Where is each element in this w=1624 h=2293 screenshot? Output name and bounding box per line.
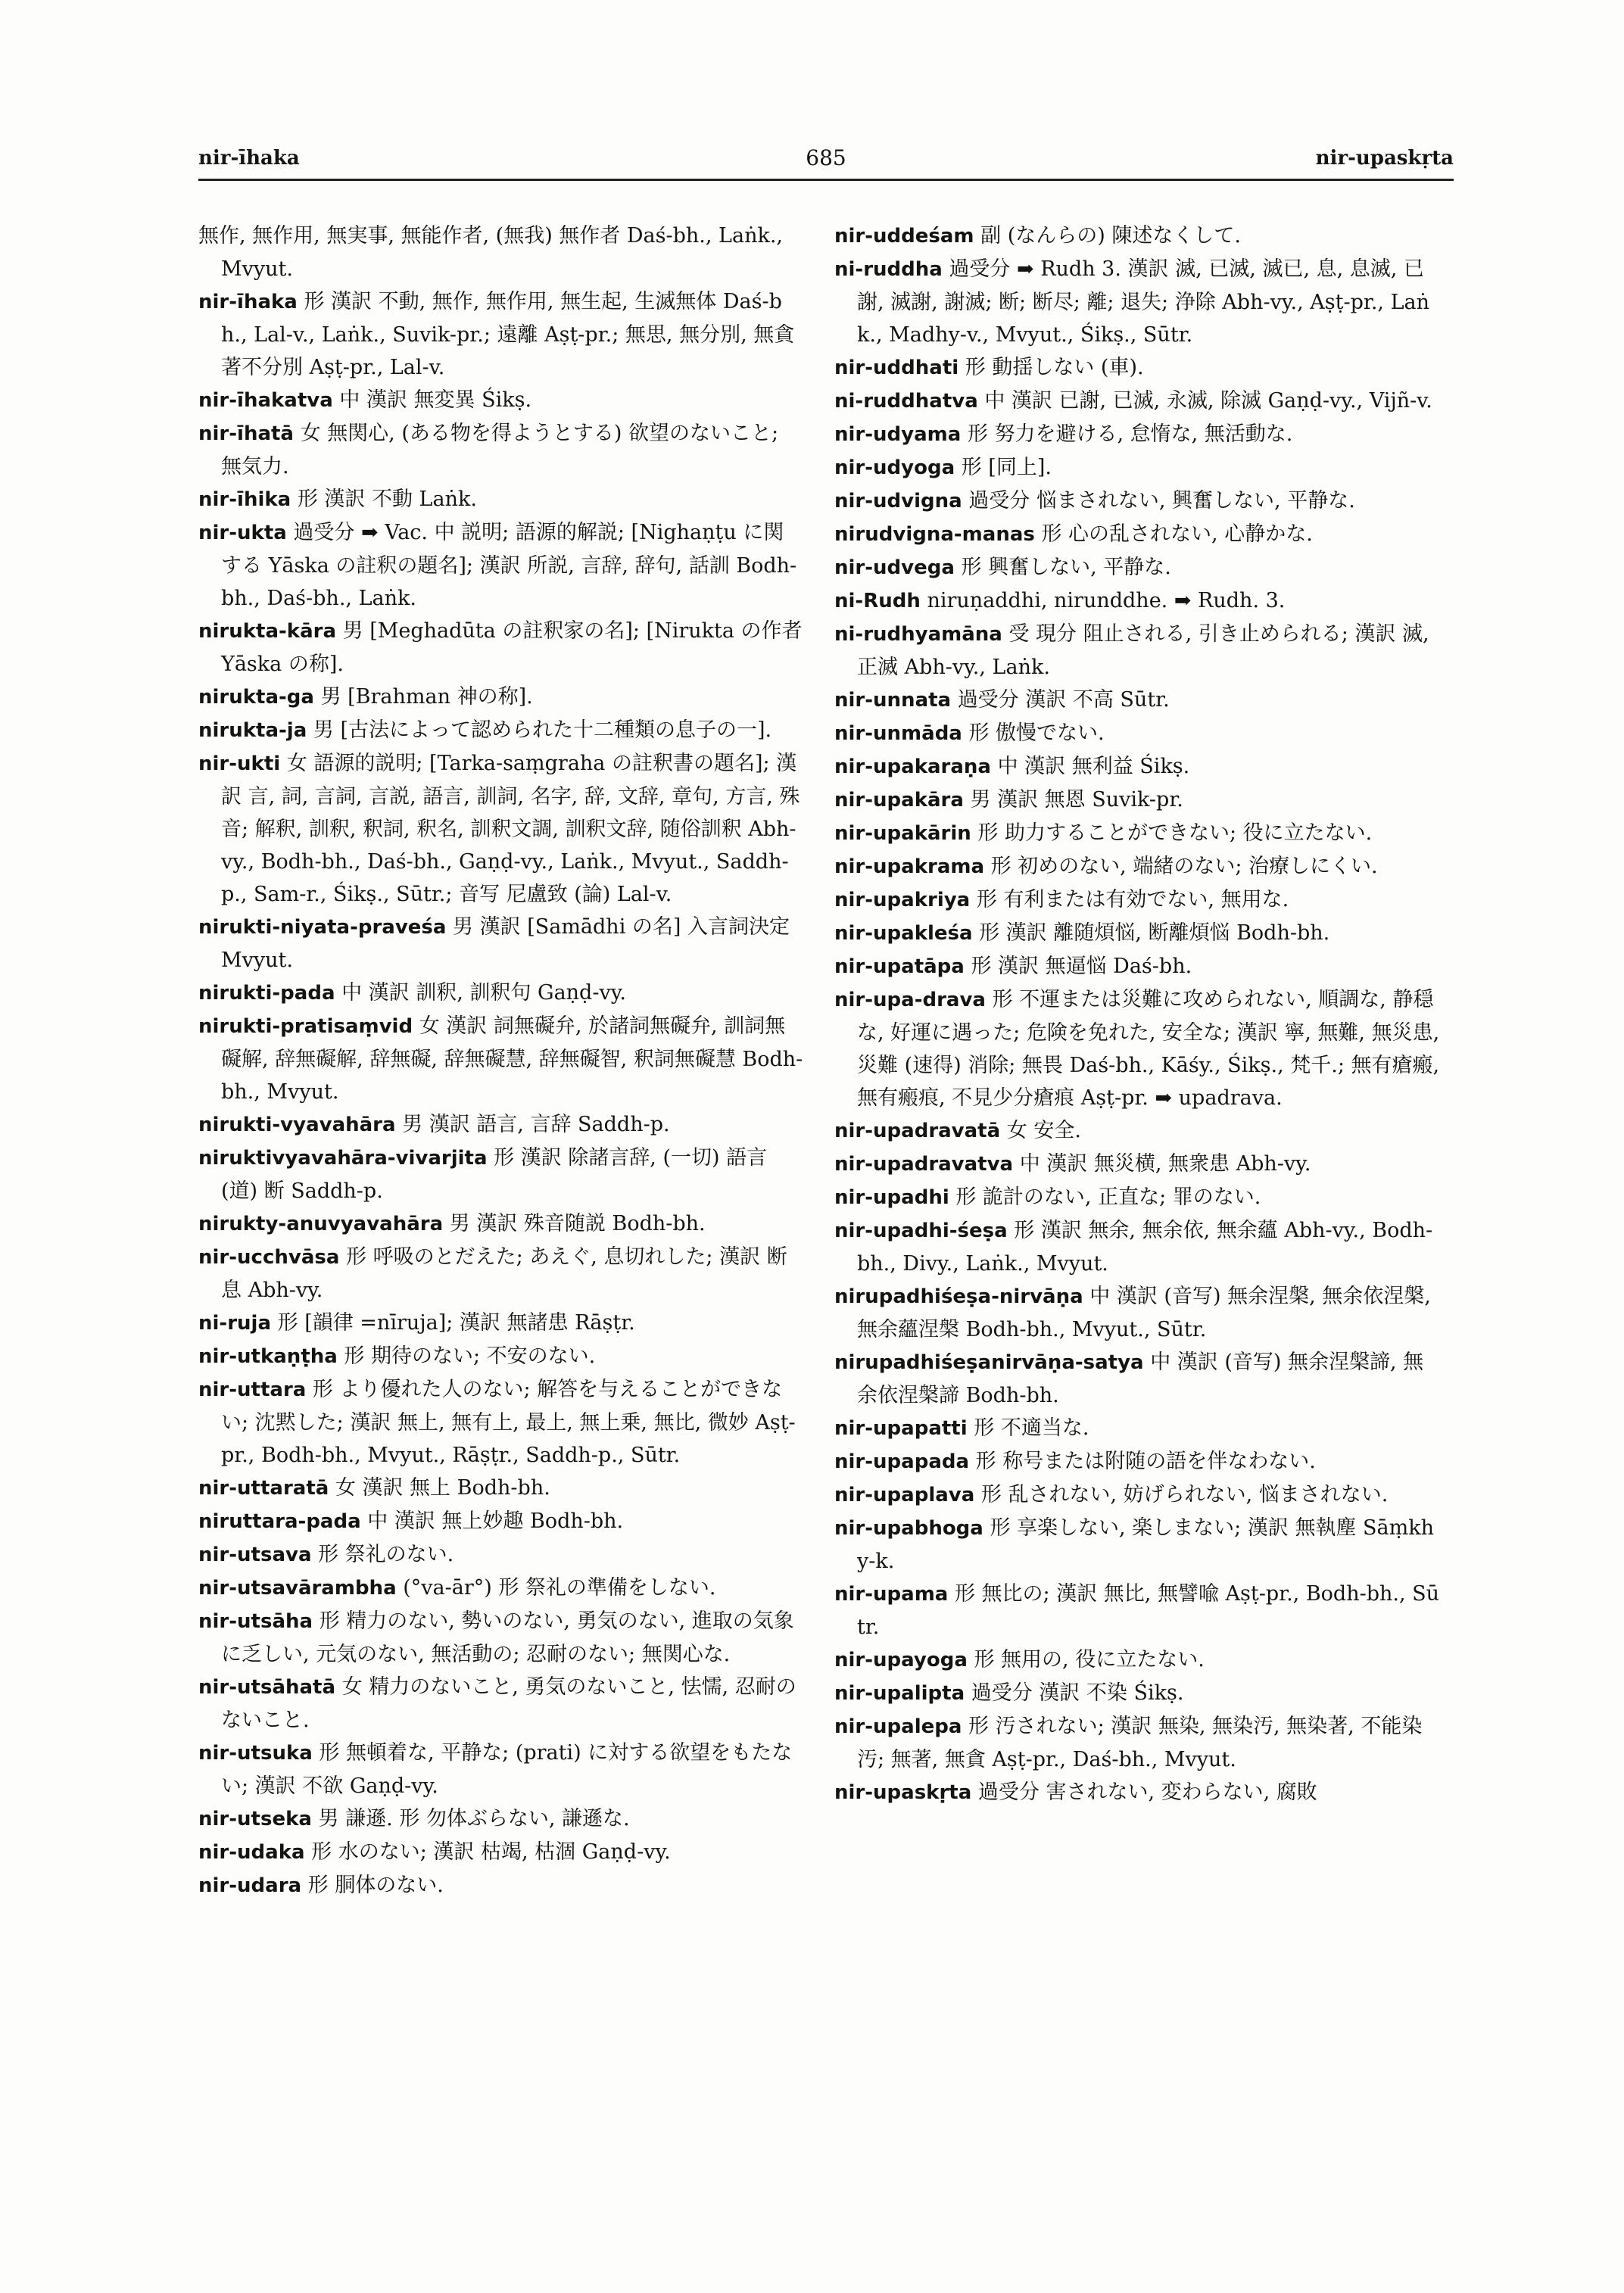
dictionary-entry — [834, 1346, 1440, 1412]
definition: 形 不適当な. — [974, 1416, 1089, 1440]
definition: 形 より優れた人のない; 解答を与えることができない; 沈黙した; 漢訳 無上, 無有上, 最上, 無上乗, 無比, 微妙 Aṣṭ-pr., Bodh-bh., Mvyut., Rāṣṭr., Saddh-p., Sūtr. — [221, 1378, 796, 1467]
definition: 男 [古法によって認められた十二種類の息子の一]. — [313, 718, 772, 742]
dictionary-entry — [834, 950, 1440, 983]
headword: nirukta-ga — [198, 686, 314, 709]
definition: 形 傲慢でない. — [968, 721, 1105, 745]
headword: nir-utsāha — [198, 1610, 313, 1633]
definition: 形 称号または附随の語を伴なわない. — [975, 1450, 1316, 1473]
definition: 形 努力を避ける, 怠惰な, 無活動な. — [967, 422, 1293, 446]
headword: nir-upabhoga — [834, 1517, 983, 1540]
headword: nir-upa-drava — [834, 989, 986, 1011]
definition: 過受分 ➡ Rudh 3. 漢訳 滅, 已滅, 滅已, 息, 息滅, 已謝, 滅謝, 謝滅; 断; 断尽; 離; 退失; 浄除 Abh-vy., Aṣṭ-pr., Laṅk., Madhy-v., Mvyut., Śikṣ., Sūtr. — [857, 257, 1429, 347]
dictionary-entry — [834, 618, 1440, 684]
dictionary-entry — [834, 784, 1440, 817]
definition: 中 漢訳 無利益 Śikṣ. — [997, 755, 1190, 778]
definition: 形 無比の; 漢訳 無比, 無譬喩 Aṣṭ-pr., Bodh-bh., Sūtr. — [857, 1582, 1440, 1639]
dictionary-entry — [834, 1181, 1440, 1214]
headword: nir-īhika — [198, 488, 291, 511]
dictionary-entry — [834, 983, 1440, 1114]
definition: 男 漢訳 殊音随説 Bodh-bh. — [449, 1212, 706, 1235]
dictionary-entry — [834, 917, 1440, 950]
headword: nir-utseka — [198, 1808, 312, 1830]
dictionary-entry — [834, 518, 1440, 551]
definition: 形 興奮しない, 平静な. — [961, 556, 1171, 579]
headword: nir-udyama — [834, 423, 962, 446]
dictionary-entry — [834, 1412, 1440, 1445]
headword: nir-īhatā — [198, 422, 294, 445]
headword: nir-ukta — [198, 522, 287, 544]
definition: 過受分 害されない, 変わらない, 腐敗 — [977, 1781, 1317, 1804]
dictionary-entry — [198, 285, 804, 384]
headword: nir-upaskṛta — [834, 1781, 972, 1804]
dictionary-entry — [834, 684, 1440, 717]
dictionary-entry — [834, 584, 1440, 618]
dictionary-entry — [198, 1207, 804, 1241]
definition: 男 謙遜. 形 勿体ぶらない, 謙遜な. — [318, 1807, 630, 1830]
definition: 中 漢訳 (音写) 無余涅槃, 無余依涅槃, 無余蘊涅槃 Bodh-bh., Mvyut., Sūtr. — [857, 1285, 1431, 1341]
dictionary-entry — [198, 1836, 804, 1869]
headword: nir-upatāpa — [834, 955, 965, 978]
headword: ni-ruddhatva — [834, 390, 978, 413]
definition: 形 無頓着な, 平静な; (prati) に対する欲望をもたない; 漢訳 不欲 Gaṇḍ-vy. — [221, 1741, 793, 1798]
dictionary-entry — [198, 615, 804, 681]
headword: nir-utsuka — [198, 1742, 313, 1765]
definition: 形 胴体のない. — [307, 1874, 444, 1897]
page-number: 685 — [806, 145, 846, 170]
headword: nirukti-pada — [198, 982, 335, 1005]
headword: nir-uttara — [198, 1379, 307, 1401]
definition: 中 漢訳 (音写) 無余涅槃諦, 無余依涅槃諦 Bodh-bh. — [857, 1351, 1424, 1407]
dictionary-entry — [834, 817, 1440, 850]
headword: nir-upaplava — [834, 1484, 975, 1506]
dictionary-entry — [198, 1307, 804, 1340]
headword: nir-upadhi-śeṣa — [834, 1220, 1008, 1242]
dictionary-entry — [198, 977, 804, 1010]
headword: nirukta-kāra — [198, 620, 337, 643]
headword: niruttara-pada — [198, 1510, 361, 1533]
definition: 形 祭礼のない. — [318, 1543, 454, 1566]
headword: nir-upakriya — [834, 889, 971, 911]
dictionary-entry — [834, 451, 1440, 484]
dictionary-entry — [198, 714, 804, 747]
headword: nirukti-vyavahāra — [198, 1114, 396, 1136]
definition: 過受分 悩まされない, 興奮しない, 平静な. — [968, 489, 1355, 512]
dictionary-entry — [198, 1142, 804, 1207]
definition: 形 享楽しない, 楽しまない; 漢訳 無執塵 Sāṃkhy-k. — [857, 1516, 1434, 1573]
dictionary-entry — [834, 418, 1440, 451]
headword: nir-upalepa — [834, 1715, 962, 1738]
dictionary-entry — [834, 1776, 1440, 1809]
definition: 男 漢訳 [Samādhi の名] 入言詞決定 Mvyut. — [221, 915, 790, 972]
right-column — [834, 220, 1440, 1809]
headword: nir-upama — [834, 1583, 949, 1606]
definition: 形 不運または災難に攻められない, 順調な, 静穏な, 好運に遇った; 危険を免れた, 安全な; 漢訳 寧, 無難, 無災患, 災難 (速得) 消除; 無畏 Daś-bh., Kāśy., Śikṣ., 梵千.; 無有瘡瘢, 無有瘢痕, 不見少分瘡痕 Aṣṭ-pr. ➡ upadrava. — [857, 988, 1440, 1110]
definition: 形 漢訳 除諸言辞, (一切) 語言 (道) 断 Saddh-p. — [221, 1146, 768, 1203]
dictionary-entry — [834, 1512, 1440, 1578]
dictionary-entry — [198, 1802, 804, 1836]
headword: niruktivyavahāra-vivarjita — [198, 1147, 488, 1170]
dictionary-entry — [198, 1373, 804, 1472]
dictionary-entry — [198, 417, 804, 483]
definition: 中 漢訳 無上妙趣 Bodh-bh. — [367, 1509, 624, 1533]
definition: 過受分 ➡ Vac. 中 説明; 語源的解説; [Nighaṇṭu に関する Yāska の註釈の題名]; 漢訳 所説, 言辞, 辞句, 話訓 Bodh-bh., Daś-bh., Laṅk. — [221, 521, 797, 610]
definition: 副 (なんらの) 陳述なくして. — [980, 224, 1241, 248]
definition: 中 漢訳 訓釈, 訓釈句 Gaṇḍ-vy. — [341, 981, 626, 1005]
dictionary-entry — [834, 1445, 1440, 1478]
headword: nir-uddhati — [834, 357, 959, 379]
headword: nir-upadhi — [834, 1186, 949, 1209]
headword: nir-upayoga — [834, 1649, 968, 1671]
headword: nir-upadravatva — [834, 1153, 1014, 1176]
dictionary-entry — [834, 883, 1440, 917]
dictionary-entry — [198, 516, 804, 615]
definition: 形 水のない; 漢訳 枯竭, 枯涸 Gaṇḍ-vy. — [311, 1840, 671, 1864]
definition: 形 漢訳 無逼悩 Daś-bh. — [971, 955, 1192, 978]
headword: nir-upakleśa — [834, 922, 973, 945]
dictionary-entry — [834, 1677, 1440, 1710]
definition: 形 助力することができない; 役に立たない. — [977, 821, 1373, 845]
dictionary-entry — [198, 384, 804, 417]
headword: nir-udvega — [834, 556, 955, 579]
definition: 女 精力のないこと, 勇気のないこと, 怯懦, 忍耐のないこと. — [221, 1675, 796, 1732]
definition: 女 漢訳 詞無礙弁, 於諸詞無礙弁, 訓詞無礙解, 辞無礙解, 辞無礙, 辞無礙慧, 辞無礙智, 釈詞無礙慧 Bodh-bh., Mvyut. — [221, 1014, 803, 1104]
headword: nir-utsava — [198, 1544, 312, 1566]
definition: 男 漢訳 語言, 言辞 Saddh-p. — [402, 1113, 670, 1136]
header-left-guideword: nir-īhaka — [198, 147, 300, 170]
headword: nir-unmāda — [834, 722, 962, 745]
dictionary-entry — [834, 1643, 1440, 1677]
dictionary-entry — [834, 484, 1440, 518]
definition: 形 期待のない; 不安のない. — [344, 1344, 596, 1368]
headword: nir-udyoga — [834, 456, 955, 479]
headword: nir-upadravatā — [834, 1120, 1001, 1142]
headword: nir-udvigna — [834, 490, 962, 512]
headword: nirukta-ja — [198, 719, 307, 742]
dictionary-entry — [834, 717, 1440, 750]
headword: nir-utsāhatā — [198, 1676, 336, 1699]
headword: nir-uttaratā — [198, 1477, 329, 1500]
dictionary-entry — [198, 1505, 804, 1538]
headword: nir-upalipta — [834, 1682, 965, 1705]
definition: 形 漢訳 不動, 無作, 無作用, 無生起, 生滅無体 Daś-bh., Lal-v., Laṅk., Suvik-pr.; 遠離 Aṣṭ-pr.; 無思, 無分別, 無貪著不分別 Aṣṭ-pr., Lal-v. — [221, 290, 795, 379]
headword: nir-utsavārambha — [198, 1577, 397, 1600]
definition: (°va-ār°) 形 祭礼の準備をしない. — [403, 1576, 716, 1600]
headword: nir-upakāra — [834, 789, 964, 812]
headword: nir-ukti — [198, 752, 281, 775]
dictionary-entry — [834, 385, 1440, 418]
dictionary-entry — [834, 551, 1440, 584]
page-header — [198, 145, 1454, 181]
dictionary-entry — [198, 220, 804, 285]
headword: nir-utkaṇṭha — [198, 1345, 338, 1368]
definition: 男 [Meghadūta の註釈家の名]; [Nirukta の作者 Yāska の称]. — [221, 619, 803, 676]
definition: 女 安全. — [1006, 1119, 1081, 1142]
headword: nir-udara — [198, 1874, 302, 1897]
headword: nir-unnata — [834, 689, 952, 712]
definition: niruṇaddhi, nirunddhe. ➡ Rudh. 3. — [927, 589, 1286, 612]
definition: 形 心の乱されない, 心静かな. — [1041, 522, 1313, 546]
headword: ni-ruddha — [834, 258, 943, 281]
headword: ni-rudhyamāna — [834, 623, 1002, 646]
definition: 女 語源的説明; [Tarka-saṃgraha の註釈書の題名]; 漢訳 言, 詞, 言詞, 言説, 語言, 訓詞, 名字, 辞, 文辞, 章句, 方言, 殊音; 解釈, 訓釈, 釈詞, 釈名, 訓釈文調, 訓釈文辞, 随俗訓釈 Abh-vy., Bodh-bh., Daś-bh., Gaṇḍ-vy., Laṅk., Mvyut., Saddh-p., Sam-r., Śikṣ., Sūtr.; 音写 尼盧致 (論) Lal-v. — [221, 752, 800, 906]
headword: ni-ruja — [198, 1312, 272, 1335]
dictionary-entry — [198, 1340, 804, 1373]
dictionary-entry — [834, 220, 1440, 253]
dictionary-entry — [198, 1671, 804, 1737]
dictionary-entry — [834, 1114, 1440, 1148]
definition: 中 漢訳 已謝, 已滅, 永滅, 除滅 Gaṇḍ-vy., Vijñ-v. — [984, 389, 1432, 413]
definition: 男 [Brahman 神の称]. — [320, 685, 533, 709]
dictionary-entry — [834, 253, 1440, 351]
dictionary-entry — [198, 747, 804, 911]
dictionary-entry — [198, 1572, 804, 1605]
headword: nir-uddeśam — [834, 225, 974, 248]
definition: 形 漢訳 無余, 無余依, 無余蘊 Abh-vy., Bodh-bh., Divy., Laṅk., Mvyut. — [857, 1219, 1433, 1276]
definition: 形 [韻律 =nīruja]; 漢訳 無諸患 Rāṣṭr. — [277, 1311, 635, 1335]
dictionary-entry — [198, 1605, 804, 1671]
left-column — [198, 220, 804, 1902]
definition: 無作, 無作用, 無実事, 無能作者, (無我) 無作者 Daś-bh., Laṅk., Mvyut. — [198, 224, 783, 281]
headword: ni-Rudh — [834, 590, 921, 612]
dictionary-entry — [834, 351, 1440, 385]
definition: 形 漢訳 不動 Laṅk. — [297, 488, 477, 511]
definition: 女 無関心, (ある物を得ようとする) 欲望のないこと; 無気力. — [221, 422, 779, 478]
dictionary-entry — [834, 750, 1440, 784]
headword: nirudvigna-manas — [834, 523, 1035, 546]
definition: 形 漢訳 離随煩悩, 断離煩悩 Bodh-bh. — [979, 921, 1330, 945]
definition: 形 [同上]. — [961, 456, 1052, 479]
headword: nir-upapatti — [834, 1417, 968, 1440]
definition: 形 有利または有効でない, 無用な. — [976, 888, 1289, 911]
dictionary-entry — [198, 1108, 804, 1142]
definition: 形 呼吸のとだえた; あえぐ, 息切れした; 漢訳 断息 Abh-vy. — [221, 1245, 787, 1302]
header-right-guideword: nir-upaskṛta — [1315, 147, 1454, 170]
headword: nirukty-anuvyavahāra — [198, 1213, 444, 1235]
headword: nir-īhaka — [198, 291, 298, 313]
definition: 中 漢訳 無災横, 無衆患 Abh-vy. — [1019, 1152, 1311, 1176]
dictionary-entry — [834, 1478, 1440, 1512]
dictionary-entry — [834, 1148, 1440, 1181]
dictionary-entry — [198, 1472, 804, 1505]
definition: 形 無用の, 役に立たない. — [974, 1648, 1205, 1671]
definition: 中 漢訳 無変異 Śikṣ. — [339, 388, 532, 412]
headword: nirupadhiśeṣanirvāṇa-satya — [834, 1351, 1144, 1374]
definition: 形 汚されない; 漢訳 無染, 無染汚, 無染著, 不能染汚; 無著, 無貪 Aṣṭ-pr., Daś-bh., Mvyut. — [857, 1715, 1423, 1771]
definition: 女 漢訳 無上 Bodh-bh. — [335, 1476, 550, 1500]
dictionary-entry — [198, 1869, 804, 1902]
headword: nir-udaka — [198, 1841, 305, 1864]
dictionary-entry — [198, 1010, 804, 1108]
dictionary-entry — [198, 1737, 804, 1802]
dictionary-entry — [834, 850, 1440, 883]
dictionary-entry — [198, 483, 804, 516]
headword: nirukti-pratisaṃvid — [198, 1015, 413, 1038]
dictionary-entry — [198, 681, 804, 714]
dictionary-entry — [198, 1241, 804, 1307]
definition: 形 動揺しない (車). — [965, 356, 1144, 379]
headword: nirupadhiśeṣa-nirvāṇa — [834, 1285, 1083, 1308]
headword: nir-upakrama — [834, 855, 984, 878]
definition: 形 精力のない, 勢いのない, 勇気のない, 進取の気象に乏しい, 元気のない, 無活動の; 忍耐のない; 無関心な. — [221, 1609, 794, 1666]
headword: nirukti-niyata-praveśa — [198, 916, 447, 939]
dictionary-entry — [198, 1538, 804, 1572]
dictionary-entry — [834, 1280, 1440, 1346]
definition: 形 詭計のない, 正直な; 罪のない. — [955, 1185, 1261, 1209]
dictionary-entry — [834, 1214, 1440, 1280]
headword: nir-upapada — [834, 1450, 970, 1473]
headword: nir-upakārin — [834, 822, 971, 845]
definition: 形 初めのない, 端緒のない; 治療しにくい. — [990, 855, 1378, 878]
dictionary-entry — [834, 1710, 1440, 1776]
definition: 過受分 漢訳 不高 Sūtr. — [957, 688, 1170, 712]
dictionary-entry — [834, 1578, 1440, 1643]
headword: nir-upakaraṇa — [834, 756, 991, 778]
definition: 男 漢訳 無恩 Suvik-pr. — [970, 788, 1183, 812]
dictionary-entry — [198, 911, 804, 977]
definition: 受 現分 阻止される, 引き止められる; 漢訳 滅, 正滅 Abh-vy., Laṅk. — [857, 622, 1429, 679]
headword: nir-īhakatva — [198, 389, 333, 412]
headword: nir-ucchvāsa — [198, 1246, 340, 1269]
definition: 過受分 漢訳 不染 Śikṣ. — [971, 1681, 1184, 1705]
definition: 形 乱されない, 妨げられない, 悩まされない. — [980, 1483, 1389, 1506]
